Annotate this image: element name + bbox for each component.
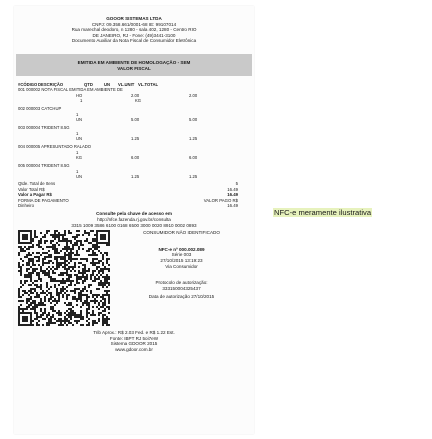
illustrative-note: NFC-e meramente ilustrativa bbox=[274, 208, 372, 217]
receipt-footer bbox=[18, 330, 250, 352]
col-description: DESCRIÇÃO bbox=[38, 82, 64, 88]
company-address-line1: Rua marechal deodoro, n 1280 - sala 402, 1280 - Centro RIO bbox=[71, 27, 197, 33]
col-qty: QTD bbox=[84, 82, 93, 88]
items-list bbox=[18, 87, 250, 179]
nfce-serie: Série 003 bbox=[171, 252, 192, 258]
payment-method: Dinheiro bbox=[18, 202, 35, 208]
qr-section bbox=[18, 230, 250, 326]
amount-paid-label: VALOR PAGO R$ bbox=[203, 197, 238, 203]
list-item: 004 000005 APRESUNTADO RALADO 1 KG 6.00 6.00 bbox=[18, 144, 198, 161]
consumer-info bbox=[114, 230, 249, 300]
consult-title: Consulte pela chave de acesso em bbox=[96, 211, 172, 217]
authorization-date: Data de autorização 27/10/2015 bbox=[148, 294, 215, 300]
total-value-label: Valor Total R$ bbox=[18, 186, 45, 192]
list-item: 005 000004 TRIDENT 8.5G 1 UN 1.25 1.25 bbox=[18, 163, 198, 180]
company-cnpj: CNPJ: 09.358.661/0001-68 IE: 99107014 bbox=[91, 21, 177, 27]
nfce-date: 27/10/2015 13:19:23 bbox=[160, 257, 203, 263]
payment-method-label: FORMA DE PAGAMENTO bbox=[18, 197, 69, 203]
environment-banner bbox=[16, 54, 252, 76]
company-name: GOOOR SISTEMAS LTDA bbox=[106, 16, 162, 21]
protocol-number: 333150004325437 bbox=[162, 285, 201, 291]
list-item: 002 000003 CATCHUP 1 UN 5.00 5.00 bbox=[18, 106, 198, 123]
system-site: www.gdoor.com.br bbox=[115, 346, 153, 352]
total-items-value: 5 bbox=[235, 181, 238, 187]
protocol-label: Protocolo de autorização: bbox=[155, 280, 208, 286]
list-item: 003 000004 TRIDENT 8.5G 1 UN 1.25 1.25 bbox=[18, 125, 198, 142]
consult-url: http://nfce.fazenda.rj.gov.br/consulta bbox=[97, 216, 171, 222]
tax-source: Fonte: IBPT RJ 5oi7eW bbox=[109, 335, 159, 341]
access-key: 3315 1009 3586 6100 0168 6500 3000 0020 8910 0002 0893 bbox=[71, 222, 197, 228]
receipt-header bbox=[18, 16, 250, 44]
qr-code-icon bbox=[18, 230, 110, 326]
consumer-line: CONSUMIDOR NÃO IDENTIFICADO bbox=[143, 230, 220, 236]
col-code: #CÓDIGO bbox=[18, 82, 38, 88]
nfce-via: Via Consumidor bbox=[165, 263, 198, 269]
col-unit-price: VL.UNIT bbox=[118, 82, 135, 88]
consult-section bbox=[18, 211, 250, 228]
environment-line2: VALOR FISCAL bbox=[117, 65, 151, 71]
amount-due-value: 16.49 bbox=[227, 192, 238, 198]
environment-line1: EMITIDA EM AMBIENTE DE HOMOLOGAÇÃO - SEM bbox=[77, 59, 191, 65]
list-item: 001 000002 NOTA FISCAL EMITIDA EM AMBIENTE DE HO 2.00 2.00 1 KG bbox=[18, 87, 198, 104]
col-total: VL.TOTAL bbox=[138, 82, 159, 88]
system-name: Sistema GDOOR 2015 bbox=[110, 341, 158, 347]
tax-estimate: Trib Aprox.: R$ 2.03 Fed. e R$ 1.22 Est. bbox=[93, 330, 175, 336]
company-address-line2: DE JANEIRO, RJ - Fone: (49)3441-3100 bbox=[92, 32, 176, 38]
nfce-number: NFC-e nº 000.002.089 bbox=[158, 246, 205, 252]
amount-due-label: Valor a Pagar R$ bbox=[18, 192, 52, 198]
document-type: Documento Auxiliar da Nota Fiscal de Consumidor Eletrônica bbox=[71, 38, 197, 44]
total-items-label: Qtde. Total de Itens bbox=[18, 181, 56, 187]
col-unit: UN bbox=[104, 82, 111, 88]
receipt bbox=[14, 6, 254, 434]
amount-paid-value: 16.49 bbox=[227, 202, 238, 208]
totals bbox=[18, 181, 250, 208]
total-value: 16.49 bbox=[227, 186, 238, 192]
